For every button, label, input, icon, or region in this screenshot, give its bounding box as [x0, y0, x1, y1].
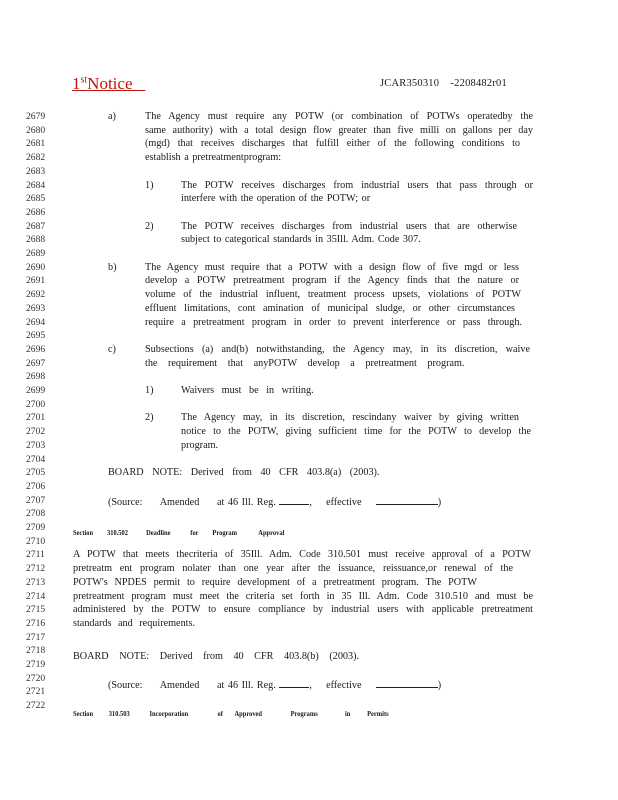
line-number: 2705 [26, 467, 46, 479]
source-register: at 46 Ill. Reg. [217, 680, 276, 692]
para-c-line: the requirement that anyPOTW develop a pretreatment program. [145, 357, 465, 369]
line-number: 2706 [26, 480, 46, 492]
para-c-item-2-label: 2) [145, 412, 154, 424]
line-number: 2695 [26, 330, 46, 342]
para-c-item-line: Waivers must be in writing. [181, 385, 314, 396]
para-a-label: a) [108, 111, 116, 122]
para-c-item-line: program. [181, 439, 219, 451]
line-number: 2718 [26, 645, 46, 657]
line-number: 2711 [26, 549, 45, 561]
register-page-blank [279, 494, 309, 505]
section-502-line: pretreatm ent program nolater than one year after the issuance, reissuance,or renewal of the [73, 563, 513, 575]
line-number: 2693 [26, 302, 46, 314]
line-number: 2679 [26, 111, 46, 122]
line-number: 2722 [26, 700, 46, 712]
para-a-item-1-label: 1) [145, 179, 154, 191]
document-id: JCAR350310 -2208482r01 [380, 78, 507, 89]
line-number: 2714 [26, 590, 46, 602]
line-number: 2698 [26, 371, 46, 383]
line-number: 2691 [26, 275, 46, 287]
para-b-line: effluent limitations, cont amination of municipal sludge, or other circumstances [145, 302, 515, 314]
line-number: 2717 [26, 631, 46, 643]
source-amended: Amended [159, 496, 200, 508]
source-amended: Amended [159, 680, 200, 692]
source-label: (Source: [108, 680, 143, 692]
line-number: 2697 [26, 357, 46, 369]
register-page-blank [279, 677, 309, 688]
para-b-line: volume of the industrial influent, treatment process upsets, violations of POTW [145, 289, 521, 301]
para-a-line: The Agency must require any POTW (or combination of POTWs operatedby the [145, 111, 533, 122]
line-number: 2702 [26, 426, 46, 438]
section-502-line: A POTW that meets thecriteria of 35Ill. Adm. Code 310.501 must receive approval of a POTW [73, 549, 531, 561]
line-number: 2688 [26, 234, 46, 246]
para-b-label: b) [108, 261, 117, 273]
source-effective: effective [326, 680, 362, 692]
para-c-item-line: The Agency may, in its discretion, rescindany waiver by giving written [181, 412, 519, 424]
line-number: 2700 [26, 398, 46, 410]
para-a-item-line: interfere with the operation of the POTW; or [181, 193, 371, 205]
para-b-line: The Agency must require that a POTW with a design flow of five mgd or less [145, 261, 519, 273]
line-number: 2684 [26, 179, 46, 191]
para-b-line: develop a POTW pretreatment program if the Agency finds that the nature or [145, 275, 519, 287]
section-heading-310-503: Section 310.503 Incorporation of Approved Programs in Permits [73, 709, 389, 718]
para-a-item-line: The POTW receives discharges from industrial users that pass through or [181, 179, 533, 191]
line-number: 2716 [26, 617, 46, 629]
header-notice: 1stNotice [72, 74, 133, 93]
para-a-item-line: The POTW receives discharges from industrial users that are otherwise [181, 220, 517, 232]
line-number: 2682 [26, 152, 46, 164]
line-number: 2719 [26, 659, 46, 670]
line-number: 2694 [26, 316, 46, 328]
line-number: 2687 [26, 220, 46, 232]
para-a-item-2-label: 2) [145, 220, 154, 232]
line-number: 2701 [26, 412, 46, 424]
board-note: BOARD NOTE: Derived from 40 CFR 403.8(a) (2003). [108, 467, 380, 479]
line-number: 2680 [26, 124, 46, 136]
para-a-line: establish a pretreatmentprogram: [145, 152, 282, 164]
line-number: 2709 [26, 522, 46, 533]
line-number: 2704 [26, 453, 46, 465]
line-number: 2689 [26, 248, 46, 259]
line-number: 2712 [26, 563, 46, 575]
para-c-line: Subsections (a) and(b) notwithstanding, the Agency may, in its discretion, waive [145, 343, 530, 355]
line-number: 2699 [26, 385, 46, 396]
line-number: 2685 [26, 193, 46, 205]
line-number: 2713 [26, 576, 46, 588]
source-label: (Source: [108, 496, 143, 508]
line-number: 2721 [26, 686, 46, 698]
para-c-item-line: notice to the POTW, giving sufficient time for the POTW to develop the [181, 426, 531, 438]
section-heading-310-502: Section 310.502 Deadline for Program Approval [73, 528, 285, 537]
source-line: (Source: Amended at 46 Ill. Reg. , effective ) [108, 677, 441, 693]
line-number: 2708 [26, 508, 46, 520]
source-effective: effective [326, 496, 362, 508]
effective-date-blank [376, 494, 438, 505]
para-c-item-1-label: 1) [145, 385, 154, 396]
line-number: 2707 [26, 494, 46, 506]
section-502-line: standards and requirements. [73, 617, 196, 629]
line-number: 2720 [26, 672, 46, 684]
para-c-label: c) [108, 343, 116, 355]
line-number: 2686 [26, 206, 46, 218]
section-502-line: administered by the POTW to ensure compliance by industrial users with applicable pretreatment [73, 604, 533, 616]
line-number: 2683 [26, 165, 46, 177]
board-note: BOARD NOTE: Derived from 40 CFR 403.8(b) (2003). [73, 651, 360, 662]
line-number: 2692 [26, 289, 46, 301]
section-502-line: pretreatment program must meet the criteria set forth in 35 Ill. Adm. Code 310.510 and must be [73, 590, 533, 602]
para-a-item-line: subject to categorical standards in 35Ill. Adm. Code 307. [181, 234, 421, 246]
line-number: 2715 [26, 604, 46, 616]
section-502-line: POTW's NPDES permit to require development of a pretreatment program. The POTW [73, 576, 477, 588]
source-register: at 46 Ill. Reg. [217, 496, 276, 508]
para-a-line: same authority) with a total design flow greater than five milli on gallons per day [145, 124, 533, 136]
line-number: 2681 [26, 138, 46, 150]
source-line: (Source: Amended at 46 Ill. Reg. , effective ) [108, 494, 441, 510]
line-number: 2690 [26, 261, 46, 273]
effective-date-blank [376, 677, 438, 688]
line-number: 2710 [26, 535, 46, 547]
para-b-line: require a pretreatment program in order to prevent interference or pass through. [145, 316, 522, 328]
para-a-line: (mgd) that receives discharges that fulfill either of the following conditions to [145, 138, 520, 150]
line-number: 2703 [26, 439, 46, 451]
line-number: 2696 [26, 343, 46, 355]
